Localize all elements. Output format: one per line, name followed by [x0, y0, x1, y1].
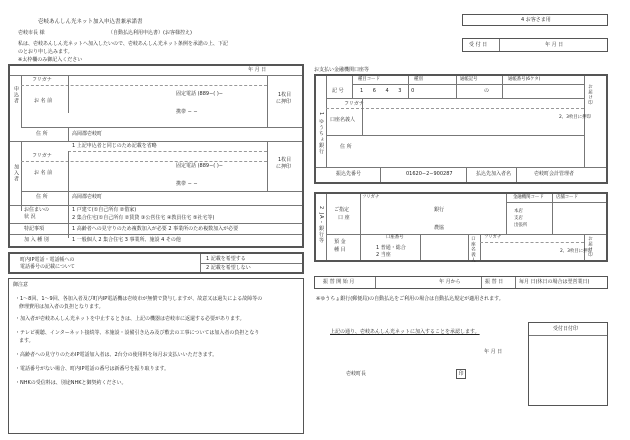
notes-box: 御注意 ・1〜8回、1〜9回、各加入者及び町内IP電話機は壱岐市が無償で貸与しますが、故意又は過失による故障等の 修理費用は加入者の負担となります。 ・加入者が壱岐あんしん光ネットを中止するときは、上記の機器は壱岐市に返還する必要があります。 ・テレビ視聴、インターネット接続等、本施設・設備引き込み及び敷去の工事については加入者の負担となり ます。 ・高齢者への見守りのためIP電話加入者は、2台分の使用料を毎月お支払いいただきます。 ・電話番号がない場合、町内IP電話の番号は新番号を振り取ります。 ・NHKの受信料は、別途NHKと御契約ください。: [8, 278, 304, 434]
reception-stamp-box: 受付日付印: [528, 322, 608, 406]
transfer-number: 01620−2−900287: [406, 171, 453, 177]
form-note: （自動払込利用申込書）(お客様控え): [108, 30, 192, 36]
installer-label: 加入者: [13, 164, 19, 182]
installer-name-label: お 名 前: [34, 170, 53, 176]
installer-address: 高岡郡壱岐町: [72, 194, 103, 200]
applicant-name-label: お 名 前: [34, 98, 53, 104]
applicant-phone: 固定電話 (889−( )−: [176, 91, 223, 97]
notice-line-1: 私は、壱岐あんしん光ネットへ加入したいので、壱岐あんしん光ネット条例を承諾の上、下記: [18, 41, 228, 47]
reception-date-box: 受 付 日 年 月 日: [462, 38, 608, 52]
postal-rule-note: ※ゆうちょ銀行(郵便局)の自動払込をご利用の場合は自動払込規定が適用されます。: [316, 296, 504, 302]
approval-date: 年 月 日: [484, 349, 503, 355]
seal-label-1: お届け印: [587, 84, 593, 106]
applicant-mobile: 携帯 − −: [176, 109, 198, 115]
applicant-address: 高岡郡壱岐町: [72, 131, 103, 137]
special-options[interactable]: 1 高齢者への見守りのため複数加入が必要 2 事業所のため複数加入が必要: [72, 226, 239, 232]
bank-section-title: お支払い金融機関口座等: [314, 67, 370, 73]
residence-option-2[interactable]: 2 集合住宅(①自己所有 ②賃貸 ③公営住宅 ④教員住宅 ⑤社宅等): [72, 215, 215, 221]
residence-option-1[interactable]: 1 戸建て(①自己所有 ②借家): [72, 207, 137, 213]
transfer-day: 毎月 日(休日の場合は翌営業日): [519, 279, 590, 285]
form-title: 壱岐あんしん光ネット加入申込書兼承諾書: [38, 19, 143, 25]
directory-opt-2[interactable]: 2 記載を希望しない: [206, 265, 251, 271]
application-form: 年 月 日 申込者 フリガナ お 名 前 固定電話 (889−( )− 携帯 − − 1枚目 に押印 住 所 高岡郡壱岐町 1 上記申込者と同じのため記載を省略 加入者 フリガナ お 名 前 固定電話 (889−( )− 携帯 − − 1枚目 に押印 住 所 高岡郡壱岐町 お住まいの 状 況 1 戸建て(①自己所有 ②借家) 2 集合住宅(①自己所有 ②賃貸 ③公営住宅 ④教員住宅 ⑤社宅等) 特記事項 1 高齢者への見守りのため複数加入が必要 2 事業所のため複数加入が必要 加 入 種 別 1 一般個人 2 集合住宅 3 事業所、施設 4 その他: [8, 64, 304, 248]
mayor-seal: 印: [456, 369, 466, 379]
installer-phone: 固定電話 (889−( )−: [176, 163, 223, 169]
installer-mobile: 携帯 − −: [176, 181, 198, 187]
notice-line-2: のとおり申し込みます。: [18, 49, 73, 55]
ja-bank-box: 2 JA・銀行等 フリガナ 金融機関コード 店舗コード ご指定 口 座 銀行 農協 本店 支店 出張所 預 金 種 目 口座番号 1 普通・総合 2 当座 口座名義人 フリガナ お届け印 2、3枚目に押印: [314, 192, 608, 262]
notes-title: 御注意: [13, 282, 29, 288]
transfer-schedule: 振 替 開 始 月 年 月から 振 替 日 毎月 日(休日の場合は翌営業日): [314, 276, 608, 289]
applicant-label: 申込者: [13, 86, 19, 104]
postal-bank-box: 1 ゆうちょ銀行 種目コード 種別 通帳記号 通帳番号(6ケタ) 記 号 1 6 4 3 0 の フリガナ 口座名義人 お届け印 2、3枚目に押印 住 所 振込先番号 01620−2−900287 払込先加入者名 壱岐町会計管理者: [314, 74, 608, 184]
phone-directory-box: 町内IP電話・電話帳への 電話番号の記載について 1 記載を希望する 2 記載を希望しない: [8, 252, 304, 274]
date-row: 年 月 日: [248, 67, 267, 73]
notice-line-3: ※太枠欄のみ御記入ください: [18, 57, 83, 63]
customer-copy-tag: 4 お客さま用: [462, 14, 608, 26]
directory-opt-1[interactable]: 1 記載を希望する: [206, 256, 246, 262]
addressee: 壱岐市長 様: [18, 30, 45, 36]
deposit-type-toza[interactable]: 2 当座: [376, 252, 391, 258]
approval-line: 上記の通り、壱岐あんしん光ネットに加入することを承認します。: [330, 329, 480, 335]
payee-name: 壱岐町会計管理者: [534, 171, 575, 177]
category-options[interactable]: 1 一般個人 2 集合住宅 3 事業所、施設 4 その他: [72, 237, 181, 243]
mayor-name: 壱岐町長: [346, 371, 367, 377]
account-holder-label: 口座名義人: [330, 117, 356, 123]
seal-label-2: お届け印: [587, 236, 593, 258]
same-as-applicant-check[interactable]: 1 上記申込者と同じのため記載を省略: [72, 143, 157, 149]
transfer-start-month: 年 月から: [439, 279, 461, 285]
account-code-digits: 1 6 4 3 0: [360, 88, 419, 94]
deposit-type-futsu[interactable]: 1 普通・総合: [376, 245, 406, 251]
